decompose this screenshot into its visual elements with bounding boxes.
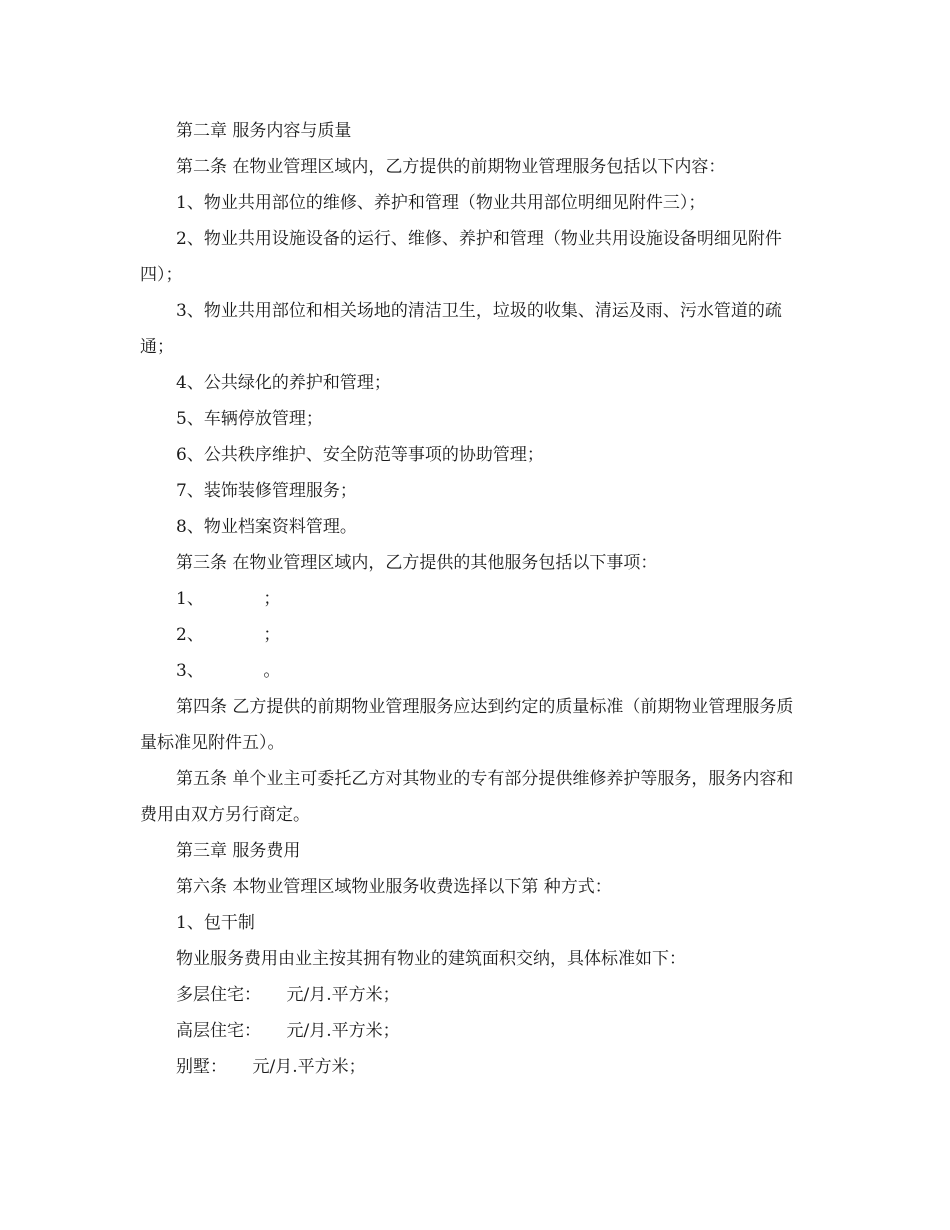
article-2-item-1: 1、物业共用部位的维修、养护和管理（物业共用部位明细见附件三）；: [176, 193, 706, 213]
article-3-item-2: 2、 ；: [176, 625, 281, 645]
article-3-item-3: 3、 。: [176, 661, 281, 681]
chapter-heading-3: 第三章 服务费用: [176, 841, 301, 861]
article-3: 第三条 在物业管理区域内，乙方提供的其他服务包括以下事项：: [176, 553, 658, 573]
fee-high-rise: 高层住宅： 元/月.平方米；: [176, 1021, 400, 1041]
article-2-item-2: 2、物业共用设施设备的运行、维修、养护和管理（物业共用设施设备明细见附件四）；: [140, 229, 782, 285]
article-2: 第二条 在物业管理区域内，乙方提供的前期物业管理服务包括以下内容：: [176, 157, 726, 177]
article-2-item-3: 3、物业共用部位和相关场地的清洁卫生，垃圾的收集、清运及雨、污水管道的疏通；: [140, 301, 782, 357]
article-4: 第四条 乙方提供的前期物业管理服务应达到约定的质量标准（前期物业管理服务质量标准见附件五）。: [140, 697, 794, 753]
article-2-item-4: 4、公共绿化的养护和管理；: [176, 373, 391, 393]
fee-description: 物业服务费用由业主按其拥有物业的建筑面积交纳，具体标准如下：: [176, 949, 686, 969]
article-3-item-1: 1、 ；: [176, 589, 281, 609]
article-6: 第六条 本物业管理区域物业服务收费选择以下第 种方式：: [176, 877, 612, 897]
chapter-heading-2: 第二章 服务内容与质量: [176, 121, 352, 141]
article-6-option-1: 1、包干制: [176, 913, 255, 933]
article-2-item-8: 8、物业档案资料管理。: [176, 517, 357, 537]
article-5: 第五条 单个业主可委托乙方对其物业的专有部分提供维修养护等服务，服务内容和费用由双方另行商定。: [140, 769, 794, 825]
article-2-item-5: 5、车辆停放管理；: [176, 409, 323, 429]
fee-villa: 别墅： 元/月.平方米；: [176, 1057, 366, 1077]
article-2-item-7: 7、装饰装修管理服务；: [176, 481, 357, 501]
fee-multi-storey: 多层住宅： 元/月.平方米；: [176, 985, 400, 1005]
document-body: [140, 113, 810, 1085]
article-2-item-6: 6、公共秩序维护、安全防范等事项的协助管理；: [176, 445, 544, 465]
